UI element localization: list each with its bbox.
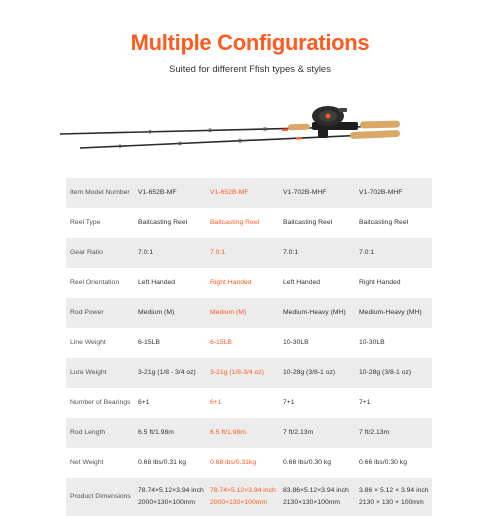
row-label: Rod Length xyxy=(66,418,134,448)
cell: 0.66 lbs/0.30 kg xyxy=(279,448,355,478)
cell-highlight: 6+1 xyxy=(206,388,279,418)
cell: 10-28g (3/8-1 oz) xyxy=(355,358,432,388)
dimension-mm: 2130 × 130 × 100mm xyxy=(359,498,428,508)
cell: Medium-Heavy (MH) xyxy=(279,298,355,328)
table-row xyxy=(66,358,432,388)
table-row xyxy=(66,238,432,268)
cell: 10-28g (3/8-1 oz) xyxy=(279,358,355,388)
cell: Right Handed xyxy=(355,268,432,298)
dimension-mm: 2000×130×100mm xyxy=(138,498,202,508)
cell-highlight: 0.68 lbs/0.31kg xyxy=(206,448,279,478)
cell: 0.66 lbs/0.30 kg xyxy=(355,448,432,478)
table-row-dimensions xyxy=(66,478,432,516)
cell: Baitcasting Reel xyxy=(134,208,206,238)
cell: 10-30LB xyxy=(279,328,355,358)
row-label: Reel Type xyxy=(66,208,134,238)
row-label: Line Weight xyxy=(66,328,134,358)
cork-rear-grip-lower xyxy=(350,130,400,139)
cell: 3-21g (1/8 - 3/4 oz) xyxy=(134,358,206,388)
reel-handle xyxy=(339,108,347,112)
dimension-mm: 2000×130×100mm xyxy=(210,498,275,508)
row-label: Net Weight xyxy=(66,448,134,478)
cell: 0.68 lbs/0.31 kg xyxy=(134,448,206,478)
cell: Medium (M) xyxy=(134,298,206,328)
cell: 7.0:1 xyxy=(355,238,432,268)
cell-highlight: V1-652B-MF xyxy=(206,178,279,208)
table-row xyxy=(66,268,432,298)
row-label: Item Model Number xyxy=(66,178,134,208)
cell-highlight: 7.0:1 xyxy=(206,238,279,268)
table-row xyxy=(66,328,432,358)
table-row xyxy=(66,388,432,418)
table-row xyxy=(66,418,432,448)
reel-center-accent xyxy=(326,114,331,119)
dimension-mm: 2130×130×100mm xyxy=(283,498,351,508)
dimension-inch: 78.74×5.12×3.94 inch xyxy=(138,487,204,494)
row-label: Rod Power xyxy=(66,298,134,328)
dimension-inch: 78.74×5.12×3.94 inch xyxy=(210,487,276,494)
cell-highlight xyxy=(206,478,279,516)
row-label: Number of Bearings xyxy=(66,388,134,418)
row-label: Product Dimensions xyxy=(66,478,134,516)
cell-highlight: Baitcasting Reel xyxy=(206,208,279,238)
row-label: Lure Weight xyxy=(66,358,134,388)
cell: 6+1 xyxy=(134,388,206,418)
cell: 7 ft/2.13m xyxy=(355,418,432,448)
table-row xyxy=(66,298,432,328)
cell: V1-702B-MHF xyxy=(279,178,355,208)
table-row xyxy=(66,178,432,208)
cell-highlight: 3-21g (1/8-3/4 oz) xyxy=(206,358,279,388)
fishing-rod-illustration xyxy=(60,104,450,164)
cork-rear-grip xyxy=(360,120,400,128)
cell xyxy=(279,478,355,516)
cell: Left Handed xyxy=(279,268,355,298)
cell-highlight: 6.5 ft/1.98m xyxy=(206,418,279,448)
cell: V1-652B-MF xyxy=(134,178,206,208)
cell: 7+1 xyxy=(279,388,355,418)
cell: 7 ft/2.13m xyxy=(279,418,355,448)
page-title: Multiple Configurations xyxy=(0,30,500,56)
cell: 6.5 ft/1.98m xyxy=(134,418,206,448)
cork-fore-grip xyxy=(288,124,310,131)
table-row xyxy=(66,208,432,238)
cell: Baitcasting Reel xyxy=(279,208,355,238)
cell xyxy=(134,478,206,516)
reel-trigger xyxy=(318,126,328,138)
cell: Baitcasting Reel xyxy=(355,208,432,238)
rod-drawing xyxy=(60,104,450,164)
lower-rod-blank xyxy=(80,134,390,148)
dimension-inch: 3.86 × 5.12 × 3.94 inch xyxy=(359,487,429,494)
cell-highlight: 6-15LB xyxy=(206,328,279,358)
page-subtitle: Suited for different Ffish types & styles xyxy=(0,64,500,75)
cell: Left Handed xyxy=(134,268,206,298)
cell: V1-702B-MHF xyxy=(355,178,432,208)
cell: 10-30LB xyxy=(355,328,432,358)
cell: Medium-Heavy (MH) xyxy=(355,298,432,328)
dimension-inch: 83.86×5.12×3.94 inch xyxy=(283,487,349,494)
cell: 7+1 xyxy=(355,388,432,418)
table-row xyxy=(66,448,432,478)
cell-highlight: Medium (M) xyxy=(206,298,279,328)
cell: 6-15LB xyxy=(134,328,206,358)
cell: 7.0:1 xyxy=(279,238,355,268)
cell: 7.0:1 xyxy=(134,238,206,268)
spec-table xyxy=(66,178,432,516)
cell xyxy=(355,478,432,516)
row-label: Gear Ratio xyxy=(66,238,134,268)
row-label: Reel Orientation xyxy=(66,268,134,298)
cell-highlight: Right Handed xyxy=(206,268,279,298)
